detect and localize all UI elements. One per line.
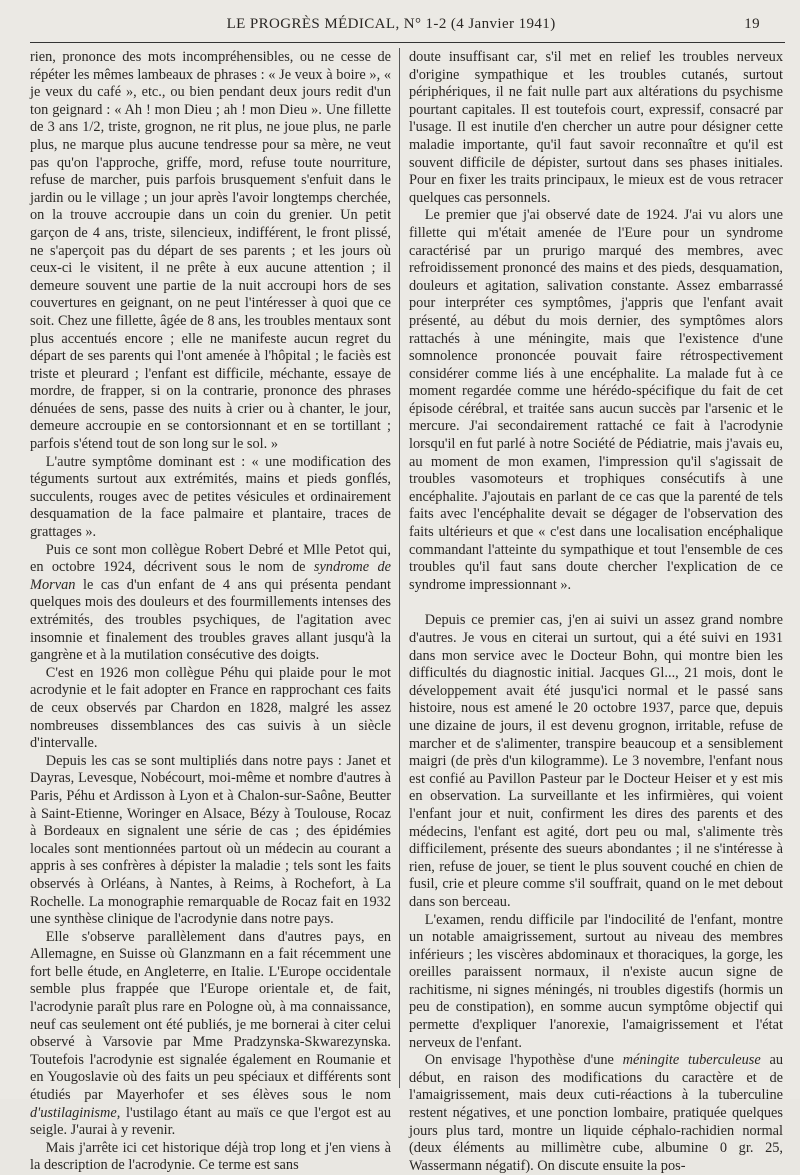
paragraph: doute insuffisant car, s'il met en relief les troubles nerveux d'origine sympathique et les troubles cutanés, surtout périphériques, il ne fait nulle part aux altérations du psychisme pourtant capitales. Il est toutefois court, expressif, consacré par l'usage. Il est inutile d'en chercher un autre pour désigner cette maladie importante, qu'il faut savoir reconnaître et qu'il est souvent difficile de dépister, surtout dans ses phases initiales. Pour en fixer les traits principaux, le mieux est de vous retracer quelques cas personnels.	[409, 49, 783, 206]
paragraph: L'examen, rendu difficile par l'indocilité de l'enfant, montre un notable amaigrissement, surtout au niveau des membres inférieurs ; les viscères abdominaux et thoraciques, la gorge, les oreilles paraissent normaux, il n'existe aucun signe de rachitisme, ni signes méningés, ni troubles digestifs (hormis un peu de constipation), en somme aucun symptôme objectif qui permette d'expliquer l'anorexie, l'amaigrissement et l'état nerveux de l'enfant.	[409, 911, 783, 1051]
header-rule	[30, 42, 785, 43]
running-title: LE PROGRÈS MÉDICAL, N° 1-2 (4 Janvier 1941)	[226, 16, 556, 32]
italic-term: d'ustilaginisme,	[30, 1104, 121, 1121]
page-number: 19	[744, 16, 760, 32]
paragraph: On envisage l'hypothèse d'une méningite tuberculeuse au début, en raison des modifications du caractère et de l'amaigrissement, mais deux cuti-réactions à la tuberculine restent négatives, et une ponction lombaire, pratiquée quelques jours plus tard, montre un liquide céphalo-rachidien normal (deux éléments au millimètre cube, albumine 0 gr. 25, Wassermann négatif). On discute ensuite la pos-	[409, 1052, 783, 1174]
paragraph: Depuis les cas se sont multipliés dans notre pays : Janet et Dayras, Levesque, Nobécourt, moi-même et nombre d'autres à Paris, Péhu et Ardisson à Lyon et à Chalon-sur-Saône, Beutter à Saint-Etienne, Woringer en Alsace, Bézy à Toulouse, Rocaz à Bordeaux en signalent une série de cas ; des épidémies locales sont mentionnées partout où un médecin au courant a appris à ses confrères à dépister la maladie ; tels sont les faits observés à Orléans, à Nantes, à Reims, à Rochefort, à La Rochelle. La monographie remarquable de Rocaz fait en 1932 une synthèse clinique de l'acrodynie dans notre pays.	[30, 752, 391, 928]
italic-term: syndrome de Morvan	[30, 559, 391, 593]
paragraph: Depuis ce premier cas, j'en ai suivi un assez grand nombre d'autres. Je vous en citerai un surtout, qui a été suivi en 1931 dans mon service avec le Docteur Bohn, qui montre bien les difficultés du diagnostic initial. Jacques Gl..., 21 mois, dont le développement avait été jusqu'ici normal et le passé sans histoire, nous est amené le 20 octobre 1937, parce que, depuis une dizaine de jours, il est devenu grognon, irritable, refuse de marcher et de s'alimenter, transpire beaucoup et a sensiblement maigri (de près d'un kilogramme). Le 3 novembre, l'enfant nous est confié au Pavillon Pasteur par le Docteur Heiser et y est mis en observation. La surveillante et les infirmières, qui voient l'enfant jour et nuit, confirment les dires des parents et des médecins, l'enfant est agité, dort peu ou mal, s'alimente très difficilement, présente des sueurs abondantes ; il ne s'intéresse à rien, refuse de jouer, se tient le plus souvent couché en chien de fusil, crie et pleure comme s'il souffrait, quand on le met debout dans son berceau.	[409, 612, 783, 910]
paragraph: C'est en 1926 mon collègue Péhu qui plaide pour le mot acrodynie et le fait adopter en France en rapprochant ces faits de ceux observés par Chardon en 1828, malgré les assez nombreuses dissemblances des cas suivis à un siècle d'intervalle.	[30, 664, 391, 752]
italic-term: méningite tuberculeuse	[622, 1052, 761, 1069]
running-header	[38, 16, 770, 40]
paragraph: Mais j'arrête ici cet historique déjà trop long et j'en viens à la description de l'acrodynie. Ce terme est sans	[30, 1139, 391, 1174]
paragraph: L'autre symptôme dominant est : « une modification des téguments surtout aux extrémités, mains et pieds gonflés, succulents, rouges avec de petites vésicules et ordinairement desquamation de la face palmaire et plantaire, traces de grattages ».	[30, 453, 391, 541]
paragraph: Le premier que j'ai observé date de 1924. J'ai vu alors une fillette qui m'était amenée de l'Eure pour un syndrome caractérisé par un prurigo marqué des membres, avec refroidissement prononcé des mains et des pieds, desquamation, douleurs et agitation, salivation constante. Assez embarrassé pour interpréter ces symptômes, j'appris que l'enfant avait présenté, au début du mois dernier, des symptômes alors rattachés à une méningite, mais que l'existence d'une somnolence prononcée pouvait faire rétrospectivement considérer comme liés à une encéphalite. La malade fut à ce moment regardée comme une hérédo-spécifique du fait de cet épisode cérébral, et traitée sans aucun succès par l'arsenic et le mercure. J'ai secondairement rattaché ce fait à l'acrodynie lorsqu'il en fut parlé à notre Société de Pédiatrie, mais j'avais eu, au moment de mon examen, l'impression qu'il s'agissait de troubles vasomoteurs et trophiques consécutifs à une encéphalite. J'ajoutais en parlant de ce cas que la parenté de tels faits avec l'encéphalite devait se dégager de l'observation des faits ultérieurs et que « c'est dans une localisation encéphalique commandant l'atteinte du sympathique et tout l'ensemble de ces troubles qu'il faut sans doute chercher l'explication de ce syndrome impressionnant ».	[409, 207, 783, 593]
paragraph: Puis ce sont mon collègue Robert Debré et Mlle Petot qui, en octobre 1924, décrivent sous le nom de syndrome de Morvan le cas d'un enfant de 4 ans qui présenta pendant quelques mois des douleurs et des fourmillements intenses des extrémités, des troubles psychiques, de l'agitation avec insomnie et finalement des troubles graves allant jusqu'à la gangrène et à la mutilation consécutive des doigts.	[30, 541, 391, 664]
paragraph: rien, prononce des mots incompréhensibles, ou ne cesse de répéter les mêmes lambeaux de phrases : « Je veux à boire », « je veux du café », etc., ou bien pendant deux jours redit d'un ton geignard : « Ah ! mon Dieu ; ah ! mon Dieu ». Une fillette de 3 ans 1/2, triste, grognon, ne rit plus, ne joue plus, ne parle plus, ne marque plus aucune tendresse pour sa mère, ne veut pas qu'on l'approche, griffe, mord, refuse toute nourriture, refuse de marcher, puis parfois brusquement s'enfuit dans le jardin ou le village ; un jour après l'avoir longtemps cherchée, on la trouve accroupie dans un coin du grenier. Un petit garçon de 4 ans, triste, silencieux, indifférent, le front plissé, ne s'aperçoit pas du départ de ses parents ; et les jours où ceux-ci le visitent, il ne prête à eux aucune attention ; il demeure souvent une partie de la nuit accroupi hors de ses couvertures en geignant, on ne peut l'intéresser à quoi que ce soit. Chez une fillette, âgée de 8 ans, les troubles mentaux sont plus accentués encore ; elle ne manifeste aucun regret du départ de ses parents qui l'ont amenée à l'hôpital ; le faciès est triste et pleurard ; l'enfant est difficile, méchante, essaye de mordre, de frapper, si on la contrarie, prononce des phrases dénuées de sens, passe des nuits à crier ou à chanter, le jour, demeure accroupie en se contorsionnant et en se tortillant ; parfois s'étend tout de son long sur le sol. »	[30, 49, 391, 453]
left-column	[30, 49, 391, 1175]
right-column	[409, 49, 783, 1175]
column-divider	[399, 48, 400, 1088]
paragraph: Elle s'observe parallèlement dans d'autres pays, en Allemagne, en Suisse où Glanzmann en a fait récemment une fort belle étude, en Angleterre, en Italie. L'Europe occidentale semble plus frappée que l'Europe orientale et, de fait, l'acrodynie paraît plus rare en Pologne où, à ma connaissance, neuf cas seulement ont été publiés, je me bornerai à citer celui observé à Varsovie par Mme Pradzynska-Skwarezynska. Toutefois l'acrodynie est signalée également en Roumanie et en Yougoslavie où des faits un peu spéciaux et différents sont étudiés par Mayerhofer et ses élèves sous le nom d'ustilaginisme, l'ustilago étant au maïs ce que l'ergot est au seigle. J'aurai à y revenir.	[30, 928, 391, 1139]
